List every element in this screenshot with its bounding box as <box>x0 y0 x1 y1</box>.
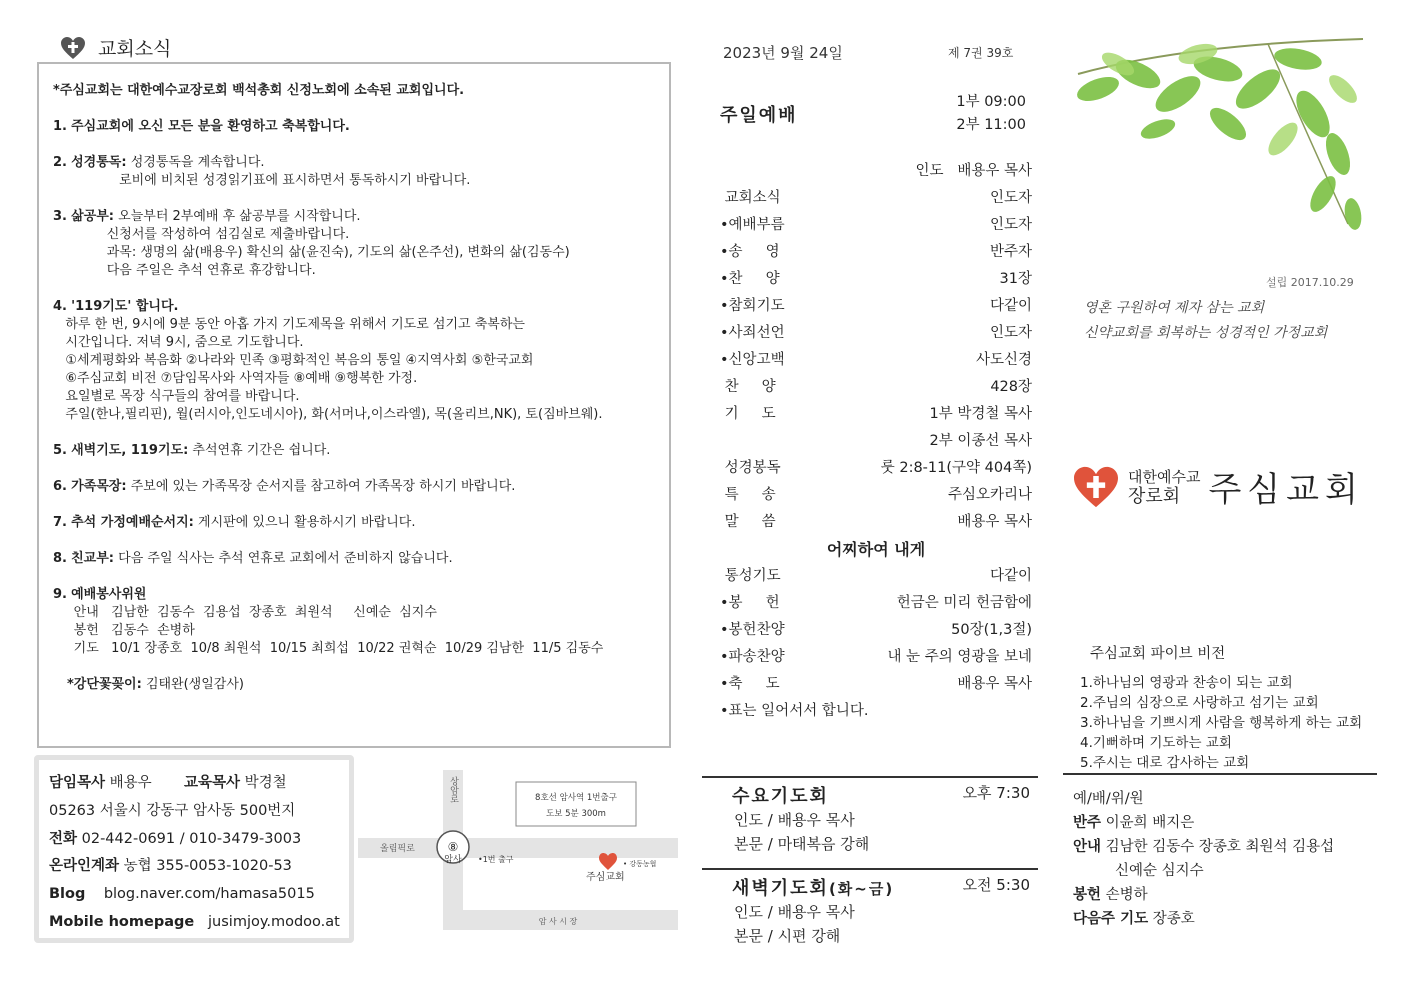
news-item: 4. '119기도' 합니다. 하루 한 번, 9시에 9분 동안 아홉 가지 기도제목을 위해서 기도로 섬기고 축복하는 시간입니다. 저녁 9시, 줌으로 기도합니다. ①세계평화와 복음화 ②나라와 민족 ③평화적인 복음의 통일 ④지역사회 ⑤한국교회 ⑥주심교회 비전 ⑦담임목사와 사역자들 ⑧예배 ⑨행복한 가정. 요일별로 목장 식구들의 참여를 바랍니다. 주일(한나,필리핀), 월(러시아,인도네시아), 화(서머나,이스라엘), 목(올리브,NK), 토(짐바브웨). <box>53 299 603 422</box>
order-value: 50장(1,3절) <box>951 622 1032 638</box>
worship-servers <box>1063 773 1377 931</box>
order-row <box>720 698 1032 725</box>
order-item: 특 송 <box>720 487 776 503</box>
wednesday-text: 본문 / 마태복음 강해 <box>734 835 870 853</box>
wednesday-time: 오후 7:30 <box>962 784 1030 802</box>
logo-denomination-2: 장로회 <box>1128 485 1181 507</box>
server-row: 다음주 기도 장종호 <box>1073 911 1195 927</box>
map-note2: 도보 5분 300m <box>546 809 606 819</box>
order-value: 2부 이종선 목사 <box>929 433 1032 449</box>
order-row <box>720 347 1032 374</box>
heart-cross-logo-icon <box>1072 465 1120 509</box>
map-market: 암 사 시 장 <box>538 917 578 926</box>
dawn-meeting <box>702 868 1038 948</box>
heart-cross-icon <box>60 36 86 60</box>
map-station-num: ⑧ <box>447 840 459 854</box>
map-note1: 8호선 암사역 1번출구 <box>535 793 617 803</box>
dawn-days: (화~금) <box>828 880 895 898</box>
order-item: 찬 양 <box>720 379 776 395</box>
order-row <box>720 590 1032 617</box>
order-item: 기 도 <box>720 406 776 422</box>
order-value: 인도자 <box>989 217 1032 233</box>
news-item: 6. 가족목장: 주보에 있는 가족목장 순서지를 참고하여 가족목장 하시기 바랍니다. <box>53 479 516 494</box>
order-item: •표는 일어서서 합니다. <box>720 703 869 719</box>
order-row <box>720 374 1032 401</box>
vision-item: 3.하나님을 기쁘시게 사람을 행복하게 하는 교회 <box>1080 715 1363 731</box>
order-item: •송 영 <box>720 244 780 260</box>
order-row <box>720 455 1032 482</box>
contact-box <box>34 755 354 943</box>
order-value: 헌금은 미리 헌금함에 <box>896 595 1032 611</box>
order-value: 룻 2:8-11(구약 404쪽) <box>880 460 1032 476</box>
order-item: 통성기도 <box>720 568 781 584</box>
order-row <box>720 320 1032 347</box>
vision-item: 2.주님의 심장으로 사랑하고 섬기는 교회 <box>1080 695 1319 711</box>
order-item: 말 씀 <box>720 514 776 530</box>
leaves-image <box>1068 34 1368 234</box>
order-value: 1부 박경철 목사 <box>929 406 1032 422</box>
worship-order <box>720 158 1032 725</box>
order-item: 교회소식 <box>720 190 781 206</box>
order-item: •축 도 <box>720 676 780 692</box>
map-road-sangam: 상암로 <box>448 776 458 804</box>
vision-title: 주심교회 파이브 비전 <box>1090 646 1226 662</box>
order-value: 31장 <box>999 271 1032 287</box>
location-map <box>358 770 688 940</box>
order-item: •예배부름 <box>720 217 785 233</box>
news-item: 9. 예배봉사위원 안내 김남한 김동수 김용섭 장종호 최원석 신예순 심지수 봉헌 김동수 손병하 기도 10/1 장종호 10/8 최원석 10/15 최희섭 10/22 권혁순 10/29 김남한 11/5 김동수 <box>53 587 604 656</box>
vision-item: 4.기뻐하며 기도하는 교회 <box>1080 735 1232 751</box>
map-station: 암사 <box>444 855 462 865</box>
logo-church-name: 주심교회 <box>1208 470 1364 510</box>
order-item: •찬 양 <box>720 271 780 287</box>
map-exit: •1번 출구 <box>478 855 514 864</box>
order-value: 428장 <box>990 379 1032 395</box>
order-row <box>720 671 1032 698</box>
pastor-row: 담임목사 배용우 교육목사 박경철 <box>49 775 287 791</box>
order-value: 반주자 <box>989 244 1032 260</box>
order-value: 인도자 <box>989 190 1032 206</box>
church-logo <box>1072 462 1364 511</box>
news-header <box>60 34 171 61</box>
news-item: 8. 친교부: 다음 주일 식사는 추석 연휴로 교회에서 준비하지 않습니다. <box>53 551 453 566</box>
dawn-text: 본문 / 시편 강해 <box>734 927 841 945</box>
wednesday-leader: 인도 / 배용우 목사 <box>734 811 855 829</box>
order-value: 다같이 <box>989 298 1032 314</box>
address: 05263 서울시 강동구 암사동 500번지 <box>49 802 296 819</box>
order-row <box>720 644 1032 671</box>
map-road-olympic: 올림픽로 <box>380 844 415 854</box>
account-row: 온라인계좌 농협 355-0053-1020-53 <box>49 858 292 875</box>
founded-date: 설립 2017.10.29 <box>1266 276 1354 289</box>
logo-denomination: 대한예수교 <box>1128 467 1201 486</box>
server-row: 안내 김남한 김동수 장종호 최원석 김용섭 <box>1073 839 1335 855</box>
order-item: •봉 헌 <box>720 595 780 611</box>
order-row <box>720 239 1032 266</box>
news-box <box>37 62 671 748</box>
sermon-title: 어찌하여 내게 <box>826 540 926 559</box>
order-row <box>720 536 1032 563</box>
servers-title: 예/배/위/원 <box>1073 791 1144 807</box>
order-row <box>720 428 1032 455</box>
order-row <box>720 617 1032 644</box>
news-item: 3. 삶공부: 오늘부터 2부예배 후 삶공부를 시작합니다. 신청서를 작성하여 섬김실로 제출바랍니다. 과목: 생명의 삶(배용우) 확신의 삶(윤진숙), 기도의 삶(온주선), 변화의 삶(김동수) 다음 주일은 추석 연휴로 휴강합니다. <box>53 209 570 278</box>
bulletin-date: 2023년 9월 24일 <box>723 44 843 62</box>
order-row <box>720 401 1032 428</box>
order-value: 주심오카리나 <box>947 487 1032 503</box>
order-item: •파송찬양 <box>720 649 785 665</box>
order-value: 인도 배용우 목사 <box>915 163 1032 179</box>
order-row <box>720 185 1032 212</box>
order-row <box>720 482 1032 509</box>
order-value: 인도자 <box>989 325 1032 341</box>
order-item: •참회기도 <box>720 298 785 314</box>
news-item: 2. 성경통독: 성경통독을 계속합니다. 로비에 비치된 성경읽기표에 표시하면서 통독하시기 바랍니다. <box>53 155 471 188</box>
news-item: 1. 주심교회에 오신 모든 분을 환영하고 축복합니다. <box>53 119 350 134</box>
order-value: 사도신경 <box>975 352 1032 368</box>
vision-item: 1.하나님의 영광과 찬송이 되는 교회 <box>1080 675 1293 691</box>
dawn-title: 새벽기도회 <box>732 878 829 899</box>
order-row <box>720 212 1032 239</box>
server-row: 신예순 심지수 <box>1115 863 1204 879</box>
mobile-link[interactable]: jusimjoy.modoo.at <box>208 913 340 930</box>
dawn-time: 오전 5:30 <box>962 876 1030 894</box>
wednesday-meeting <box>702 776 1038 856</box>
blog-link[interactable]: blog.naver.com/hamasa5015 <box>103 886 315 903</box>
server-row: 반주 이윤희 배지은 <box>1073 815 1195 831</box>
bulletin-volume: 제 7권 39호 <box>948 46 1014 60</box>
wednesday-title: 수요기도회 <box>732 786 829 807</box>
server-list <box>1063 811 1377 931</box>
news-title: 교회소식 <box>98 38 172 60</box>
order-item: •사죄선언 <box>720 325 785 341</box>
worship-times: 1부 09:00 2부 11:00 <box>956 94 1026 133</box>
dawn-leader: 인도 / 배용우 목사 <box>734 903 855 921</box>
order-item: 성경봉독 <box>720 460 781 476</box>
flowers-line: *강단꽃꽂이: 김태완(생일감사) <box>67 677 244 692</box>
mobile-row: Mobile homepage jusimjoy.modoo.at <box>49 913 340 930</box>
server-row: 봉헌 손병하 <box>1073 887 1148 903</box>
order-item: •신앙고백 <box>720 352 785 368</box>
map-bank: • 강동농협 <box>623 860 657 868</box>
five-vision <box>1068 642 1368 773</box>
order-row <box>720 266 1032 293</box>
news-item: 7. 추석 가정예배순서지: 게시판에 있으니 활용하시기 바랍니다. <box>53 515 416 530</box>
order-row <box>720 563 1032 590</box>
order-value: 배용우 목사 <box>957 514 1032 530</box>
order-row <box>720 158 1032 185</box>
news-intro: *주심교회는 대한예수교장로회 백석총회 신정노회에 소속된 교회입니다. <box>53 83 465 98</box>
vision-item: 5.주시는 대로 감사하는 교회 <box>1080 755 1250 771</box>
church-slogan: 영혼 구원하여 제자 삼는 교회 신약교회를 회복하는 성경적인 가정교회 <box>1084 300 1328 341</box>
phone-row: 전화 02-442-0691 / 010-3479-3003 <box>49 830 302 847</box>
map-church: 주심교회 <box>586 872 625 883</box>
order-value: 배용우 목사 <box>957 676 1032 692</box>
order-value: 내 눈 주의 영광을 보네 <box>887 649 1032 665</box>
order-row <box>720 509 1032 536</box>
order-row <box>720 293 1032 320</box>
order-value: 다같이 <box>989 568 1032 584</box>
worship-title: 주일예배 <box>720 105 798 126</box>
blog-row: Blog blog.naver.com/hamasa5015 <box>49 886 315 903</box>
news-list <box>53 118 655 658</box>
news-item: 5. 새벽기도, 119기도: 추석연휴 기간은 쉽니다. <box>53 443 331 458</box>
order-item: •봉헌찬양 <box>720 622 785 638</box>
